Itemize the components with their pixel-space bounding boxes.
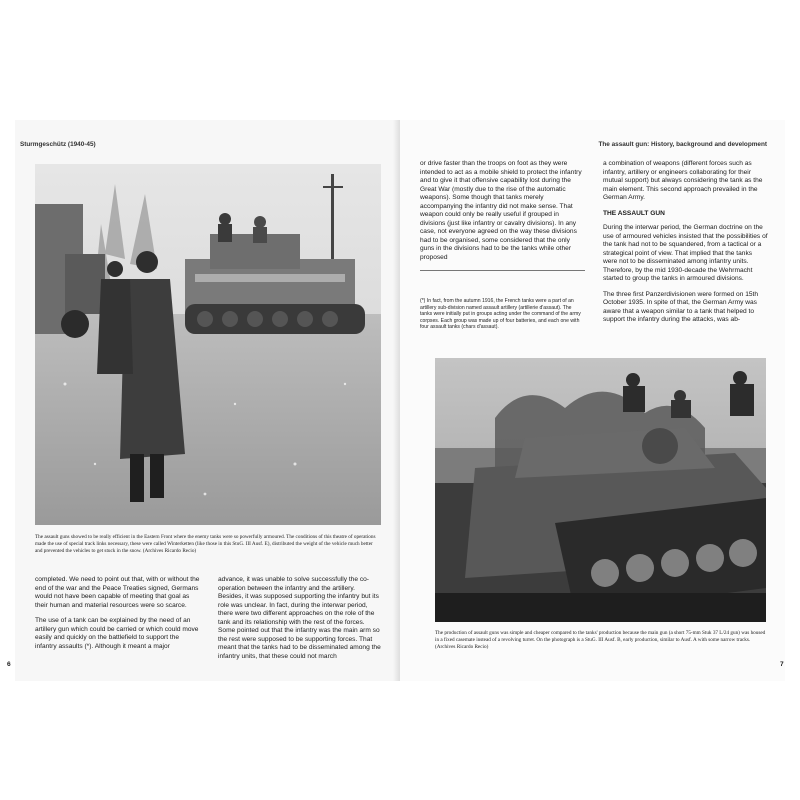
page-number-left: 6 [7, 661, 11, 668]
paragraph: completed. We need to point out that, with or without the end of the war and the Peace Treaties signed, Germans would not have been capable of meeting that goal as their human and material resources were so scarce. [35, 576, 200, 609]
paragraph: During the interwar period, the German doctrine on the use of armoured vehicles insisted that the possibilities of the tank had not to be squandered, from a tactical or a strategical point of view. That implied that the tanks were not to be disseminated among infantry units. Therefore, by the mid 1930-decade the Wehrmacht started to group the tanks in armoured divisions. [603, 224, 768, 282]
photo-stug-ausf-b [435, 358, 766, 622]
photo-caption-left: The assault guns showed to be really efficient in the Eastern Front where the enemy tanks were so powerfully armoured. The conditions of this theatre of operations made the use of special track links necessary, these were called Winterketten (like those in this StuG. III Ausf. E), distributed the weight of the vehicle much better and prevented the vehicles to get stuck in the snow. (Archives Ricardo Recio) [35, 534, 376, 554]
text-column-left-2 [218, 576, 381, 668]
right-page [400, 120, 785, 681]
running-header-left: Sturmgeschütz (1940-45) [20, 141, 96, 148]
left-page [7, 120, 400, 681]
paragraph: a combination of weapons (different forces such as infantry, artillery or engineers collaborating for their mutual support) but always considering the tank as the main element. This second approach prevailed in the German Army. [603, 160, 763, 201]
paragraph: advance, it was unable to solve successfully the co-operation between the infantry and the artillery. Besides, it was supposed supporting the infantry but its role was unclear. In fact, during the interwar period, there were two different approaches on the role of the tank and its relationship with the rest of the forces. Some pointed out that the infantry was the main arm so the rest were supposed to be supporting forces. That meant that the tanks had to be disseminated among the infantry units, that these could not march [218, 576, 381, 660]
text-column-right-1 [420, 160, 585, 269]
footnote: (*) In fact, from the autumn 1916, the French tanks were a part of an artillery sub-division named assault artillery (artillerie d'assaut). The tanks were initially put in groups acting under the command of the army corpses. Each group was made up of four batteries, and each one with four assault tanks (chars d'assaut). [420, 298, 581, 331]
paragraph: The use of a tank can be explained by the need of an artillery gun which could be carried or which could move easily and quickly on the battlefield to support the infantry assaults (*). Although it meant a major [35, 617, 199, 650]
section-heading: THE ASSAULT GUN [603, 209, 665, 217]
footnote-rule [420, 270, 585, 271]
text-column-right-2 [603, 160, 768, 332]
paragraph: The three first Panzerdivisionen were formed on 15th October 1935. In spite of that, the German Army was aware that a weapon similar to a tank that helped to support the infantry during the attacks, was ab- [603, 290, 759, 323]
text-column-left-1 [35, 576, 200, 658]
running-header-right: The assault gun: History, background and development [598, 141, 767, 148]
paragraph: or drive faster than the troops on foot as they were intended to act as a mobile shield to protect the infantry and to give it that offensive capability lost during the Great War (mostly due to the rise of the automatic weapons). Some though that tanks merely accompanying the infantry did not make sense. That weapon could only be really useful if grouped in divisions (just like infantry or cavalry divisions). In any case, not everyone agreed on the way these divisions had to be organised, some considered that the only guns in the divisions had to be the tanks while other proposed [420, 160, 582, 261]
photo-winter-stug [35, 164, 381, 525]
page-number-right: 7 [780, 661, 784, 668]
photo-caption-right: The production of assault guns was simple and cheaper compared to the tanks' production because the main gun (a short 75-mm Stuk 37 L/24 gun) was housed in a fixed casemate instead of a revolving turret. On the photograph is a StuG. III Ausf. B, early production, similar to Ausf. A with some narrow tracks. (Archives Ricardo Recio) [435, 630, 766, 650]
